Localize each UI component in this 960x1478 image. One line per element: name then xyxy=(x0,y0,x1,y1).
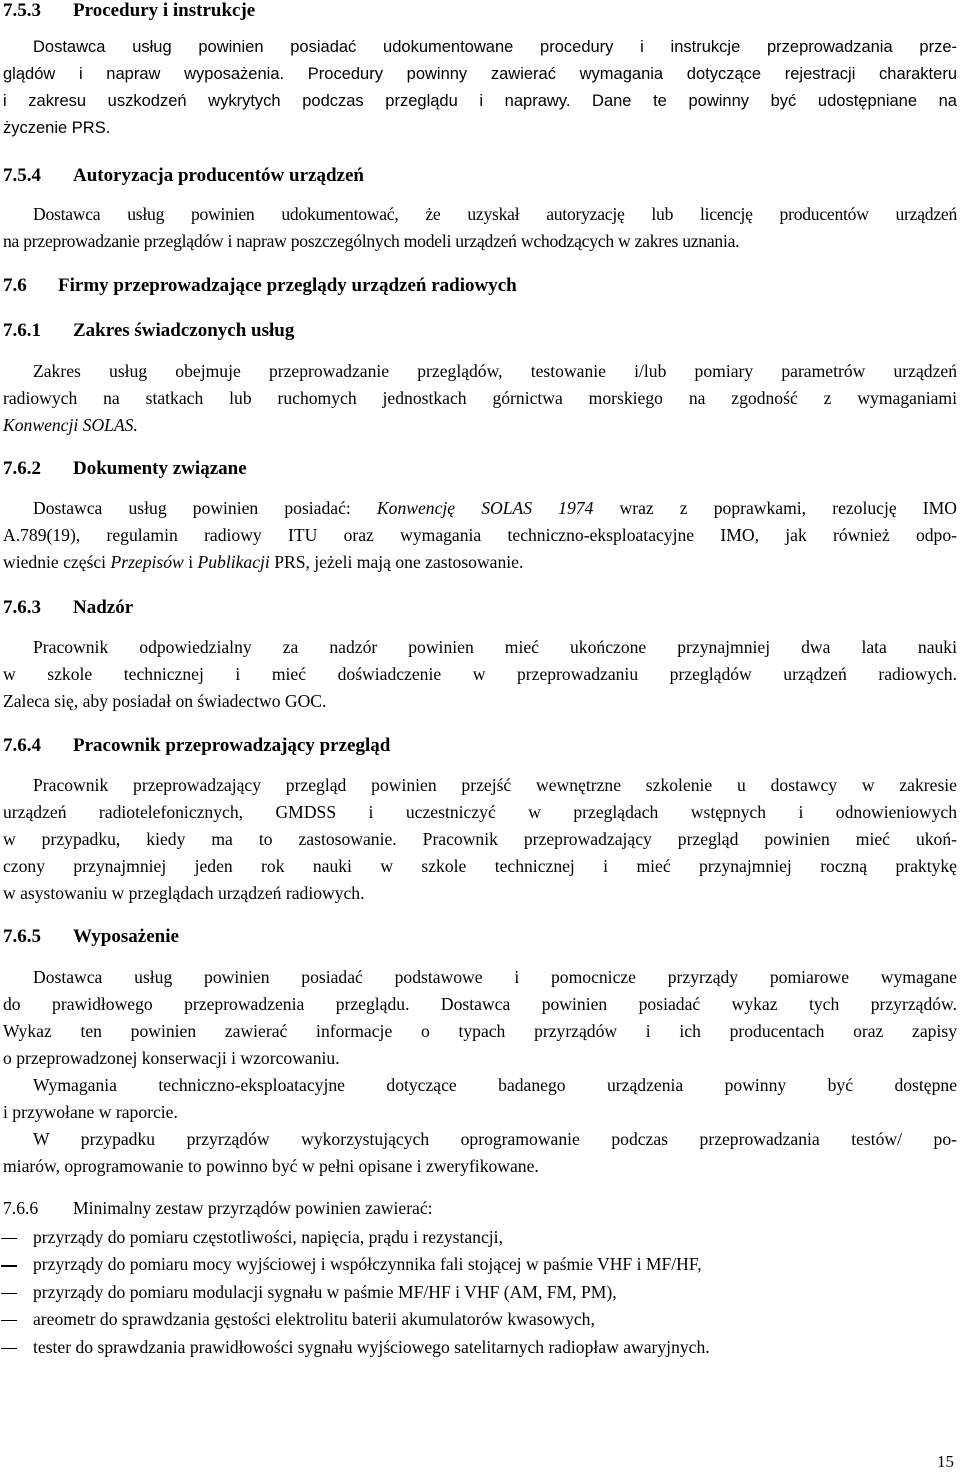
section-title: Procedury i instrukcje xyxy=(73,0,256,21)
section-number: 7.6.3 xyxy=(3,597,41,618)
section-number: 7.6.4 xyxy=(3,735,41,756)
section-title: Firmy przeprowadzające przeglądy urządzeń radiowych xyxy=(58,275,517,296)
text-line: Zakres usług obejmuje przeprowadzanie przeglądów, testowanie i/lub pomiary parametrów urządzeń xyxy=(33,361,957,381)
section-title: Zakres świadczonych usług xyxy=(73,320,295,341)
paragraph-7-6-5-a xyxy=(3,964,957,1072)
section-number: 7.6 xyxy=(3,275,27,296)
text-line: w szkole technicznej i mieć doświadczenie w przeprowadzaniu przeglądów urządzeń radiowych. xyxy=(3,664,957,684)
list-item xyxy=(0,1334,710,1361)
text-line: Zaleca się, aby posiadał on świadectwo GOC. xyxy=(3,691,327,711)
italic-reference: Publikacji xyxy=(197,552,270,572)
section-title: Wyposażenie xyxy=(73,926,179,947)
text-run: Dostawca usług powinien posiadać: xyxy=(33,498,377,518)
text-line: i zakresu uszkodzeń wykrytych podczas przeglądu i naprawy. Dane te powinny być udostępniane na xyxy=(3,92,957,110)
list-item xyxy=(0,1279,710,1306)
text-line: radiowych na statkach lub ruchomych jednostkach górnictwa morskiego na zgodność z wymaganiami xyxy=(3,388,957,408)
section-title: Autoryzacja producentów urządzeń xyxy=(73,165,364,186)
heading-7-6-2 xyxy=(3,458,247,480)
text-line: Dostawca usług powinien posiadać udokumentowane procedury i instrukcje przeprowadzania prze- xyxy=(33,38,957,56)
text-line: Pracownik odpowiedzialny za nadzór powinien mieć ukończone przynajmniej dwa lata nauki xyxy=(33,637,957,657)
text-line: Pracownik przeprowadzający przegląd powinien przejść wewnętrzne szkolenie u dostawcy w zakresie xyxy=(33,775,957,795)
section-number: 7.6.6 xyxy=(3,1198,39,1218)
text-line: o przeprowadzonej konserwacji i wzorcowaniu. xyxy=(3,1048,340,1068)
text-line: urządzeń radiotelefonicznych, GMDSS i uczestniczyć w przeglądach wstępnych i odnowieniowych xyxy=(3,802,957,822)
text-line: A.789(19), regulamin radiowy ITU oraz wymagania techniczno-eksploatacyjne IMO, jak również odpo- xyxy=(3,525,957,545)
italic-reference: Konwencję SOLAS 1974 xyxy=(376,498,594,518)
text-line: w asystowaniu w przeglądach urządzeń radiowych. xyxy=(3,883,365,903)
text-run: PRS, jeżeli mają one zastosowanie. xyxy=(269,552,524,572)
paragraph-7-6-4 xyxy=(3,772,957,907)
paragraph-7-6-5-b xyxy=(3,1072,957,1126)
text-line: Wymagania techniczno-eksploatacyjne dotyczące badanego urządzenia powinny być dostępne xyxy=(33,1075,957,1095)
text-line: i przywołane w raporcie. xyxy=(3,1102,178,1122)
heading-7-6-3 xyxy=(3,597,133,619)
text-line: Dostawca usług powinien udokumentować, że uzyskał autoryzację lub licencję producentów urządzeń xyxy=(33,204,957,224)
text-run: wraz z poprawkami, rezolucję IMO xyxy=(593,498,957,518)
text-line: miarów, oprogramowanie to powinno być w pełni opisane i zweryfikowane. xyxy=(3,1156,539,1176)
text-line: W przypadku przyrządów wykorzystujących oprogramowanie podczas przeprowadzania testów/ po- xyxy=(33,1129,957,1149)
list-item-text: tester do sprawdzania prawidłowości sygnału wyjściowego satelitarnych radiopław awaryjnych. xyxy=(33,1336,710,1357)
list-item-text: areometr do sprawdzania gęstości elektrolitu baterii akumulatorów kwasowych, xyxy=(33,1309,595,1330)
paragraph-7-5-3 xyxy=(3,34,957,142)
text-line: życzenie PRS. xyxy=(3,119,111,137)
italic-reference: Przepisów xyxy=(110,552,184,572)
text-run: i xyxy=(183,552,198,572)
text-line: w przypadku, kiedy ma to zastosowanie. Pracownik przeprowadzający przegląd powinien mieć ukoń- xyxy=(3,829,957,849)
section-title: Dokumenty związane xyxy=(73,458,247,479)
section-number: 7.6.1 xyxy=(3,320,41,341)
list-item xyxy=(0,1251,710,1278)
paragraph-7-6-5-c xyxy=(3,1126,957,1180)
text-line xyxy=(3,495,957,522)
text-line: na przeprowadzanie przeglądów i napraw poszczególnych modeli urządzeń wchodzących w zakres uznania. xyxy=(3,231,740,251)
paragraph-7-6-2 xyxy=(3,495,957,576)
instrument-list xyxy=(0,1224,710,1361)
list-item-text: przyrządy do pomiaru mocy wyjściowej i współczynnika fali stojącej w paśmie VHF i MF/HF, xyxy=(33,1254,702,1275)
heading-7-6-5 xyxy=(3,926,179,948)
section-number: 7.6.5 xyxy=(3,926,41,947)
list-item-text: przyrządy do pomiaru modulacji sygnału w paśmie MF/HF i VHF (AM, FM, PM), xyxy=(33,1281,617,1302)
section-title: Pracownik przeprowadzający przegląd xyxy=(73,735,391,756)
page-number: 15 xyxy=(937,1452,954,1471)
text-line: glądów i napraw wyposażenia. Procedury powinny zawierać wymagania dotyczące rejestracji charakteru xyxy=(3,65,957,83)
item-7-6-6 xyxy=(3,1198,433,1219)
item-text: Minimalny zestaw przyrządów powinien zawierać: xyxy=(73,1198,433,1218)
list-item xyxy=(0,1306,710,1333)
text-line: Dostawca usług powinien posiadać podstawowe i pomocnicze przyrządy pomiarowe wymagane xyxy=(33,967,957,987)
heading-7-6-4 xyxy=(3,735,390,757)
heading-7-6-1 xyxy=(3,320,294,342)
text-line: do prawidłowego przeprowadzenia przeglądu. Dostawca powinien posiadać wykaz tych przyrządów. xyxy=(3,994,957,1014)
text-line xyxy=(3,549,957,576)
section-number: 7.6.2 xyxy=(3,458,41,479)
list-item-text: przyrządy do pomiaru częstotliwości, napięcia, prądu i rezystancji, xyxy=(33,1227,503,1247)
heading-7-5-4 xyxy=(3,165,364,187)
heading-7-5-3 xyxy=(3,0,255,22)
section-number: 7.5.4 xyxy=(3,165,41,186)
text-line: Wykaz ten powinien zawierać informacje o typach przyrządów i ich producentach oraz zapisy xyxy=(3,1021,957,1041)
paragraph-7-5-4 xyxy=(3,201,957,255)
list-item xyxy=(0,1224,710,1251)
text-line: czony przynajmniej jeden rok nauki w szkole technicznej i mieć przynajmniej roczną praktykę xyxy=(3,856,957,876)
paragraph-7-6-1 xyxy=(3,358,957,439)
text-line xyxy=(3,412,957,439)
heading-7-6 xyxy=(3,275,517,297)
paragraph-7-6-3 xyxy=(3,634,957,715)
section-number: 7.5.3 xyxy=(3,0,41,21)
section-title: Nadzór xyxy=(73,597,134,618)
italic-reference: Konwencji SOLAS. xyxy=(3,415,138,435)
text-run: wiednie części xyxy=(3,552,111,572)
